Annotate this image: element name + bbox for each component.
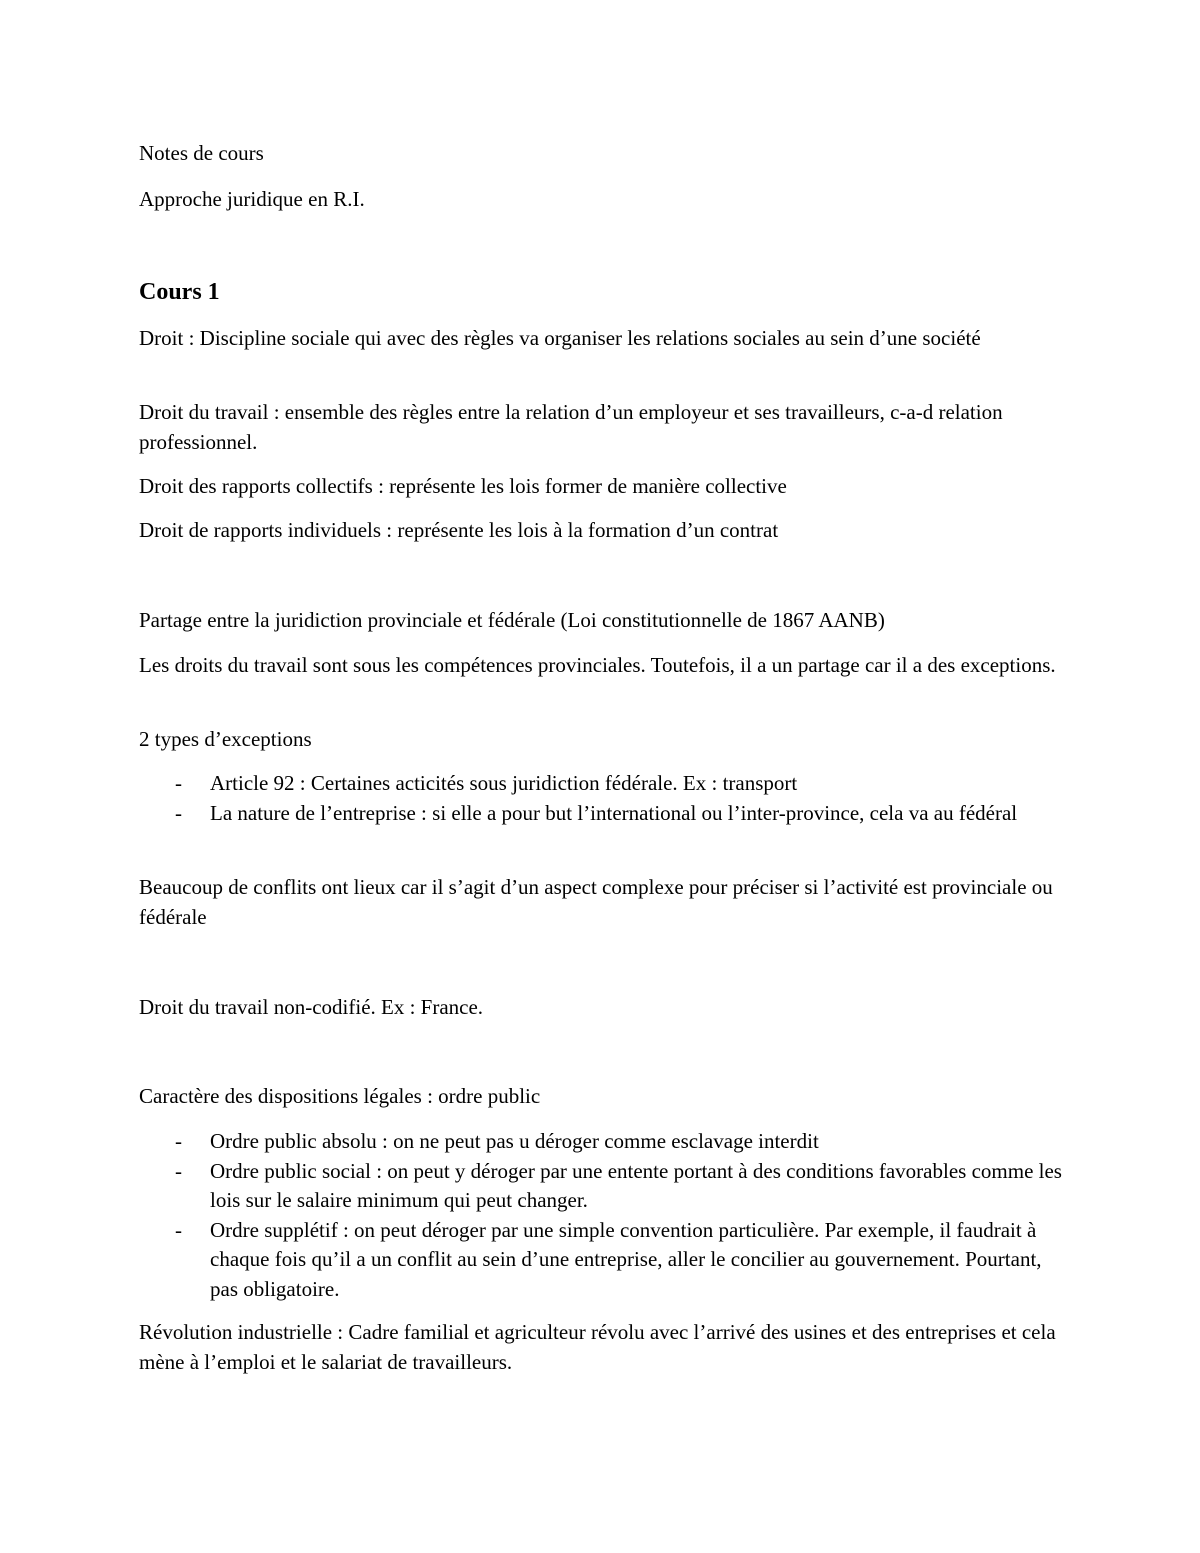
list-item: [139, 799, 1069, 829]
bullet-dash: -: [175, 1158, 182, 1183]
list-item-text: Ordre supplétif : on peut déroger par une simple convention particulière. Par exemple, il faudrait à chaque fois qu’il a un conflit au sein d’une entreprise, aller le concilier au gouvernement. Pourtant, pas obligatoire.: [210, 1217, 1042, 1301]
list-item: [139, 1127, 1069, 1157]
list-item: [139, 769, 1069, 799]
bullet-dash: -: [175, 1217, 182, 1242]
paragraph-rapports-individuels: Droit de rapports individuels : représente les lois à la formation d’un contrat: [139, 518, 779, 542]
paragraph-caractere: Caractère des dispositions légales : ordre public: [139, 1084, 541, 1108]
bullet-dash: -: [175, 1129, 182, 1153]
list-item-text: Article 92 : Certaines acticités sous juridiction fédérale. Ex : transport: [210, 771, 798, 795]
paragraph-droit-travail: Droit du travail : ensemble des règles entre la relation d’un employeur et ses travailleurs, c-a-d relation professionnel.: [139, 400, 1003, 454]
paragraph-partage: Partage entre la juridiction provinciale et fédérale (Loi constitutionnelle de 1867 AANB): [139, 608, 885, 632]
paragraph-types-exceptions: 2 types d’exceptions: [139, 727, 312, 751]
list-item-text: La nature de l’entreprise : si elle a pour but l’international ou l’inter-province, cela va au fédéral: [210, 800, 1018, 825]
list-item: [139, 1216, 1069, 1305]
paragraph-droit: Droit : Discipline sociale qui avec des règles va organiser les relations sociales au sein d’une société: [139, 326, 981, 350]
paragraph-rapports-collectifs: Droit des rapports collectifs : représente les lois former de manière collective: [139, 474, 787, 498]
ordre-public-list: [139, 1127, 1069, 1304]
paragraph-conflits: Beaucoup de conflits ont lieux car il s’agit d’un aspect complexe pour préciser si l’activité est provinciale ou fédérale: [139, 875, 1053, 929]
list-item-text: Ordre public social : on peut y déroger par une entente portant à des conditions favorables comme les lois sur le salaire minimum qui peut changer.: [210, 1158, 1062, 1212]
list-item: [139, 1157, 1069, 1216]
paragraph-competences: Les droits du travail sont sous les compétences provinciales. Toutefois, il a un partage car il a des exceptions.: [139, 653, 1056, 677]
document-header-line2: Approche juridique en R.I.: [139, 187, 365, 211]
list-item-text: Ordre public absolu : on ne peut pas u déroger comme esclavage interdit: [210, 1129, 819, 1153]
exceptions-list: [139, 769, 1069, 828]
section-title: Cours 1: [139, 279, 220, 305]
paragraph-revolution: Révolution industrielle : Cadre familial et agriculteur révolu avec l’arrivé des usines et des entreprises et cela mène à l’emploi et le salariat de travailleurs.: [139, 1320, 1056, 1374]
document-header-line1: Notes de cours: [139, 141, 264, 165]
bullet-dash: -: [175, 771, 182, 795]
bullet-dash: -: [175, 800, 182, 825]
paragraph-non-codifie: Droit du travail non-codifié. Ex : France.: [139, 995, 484, 1019]
